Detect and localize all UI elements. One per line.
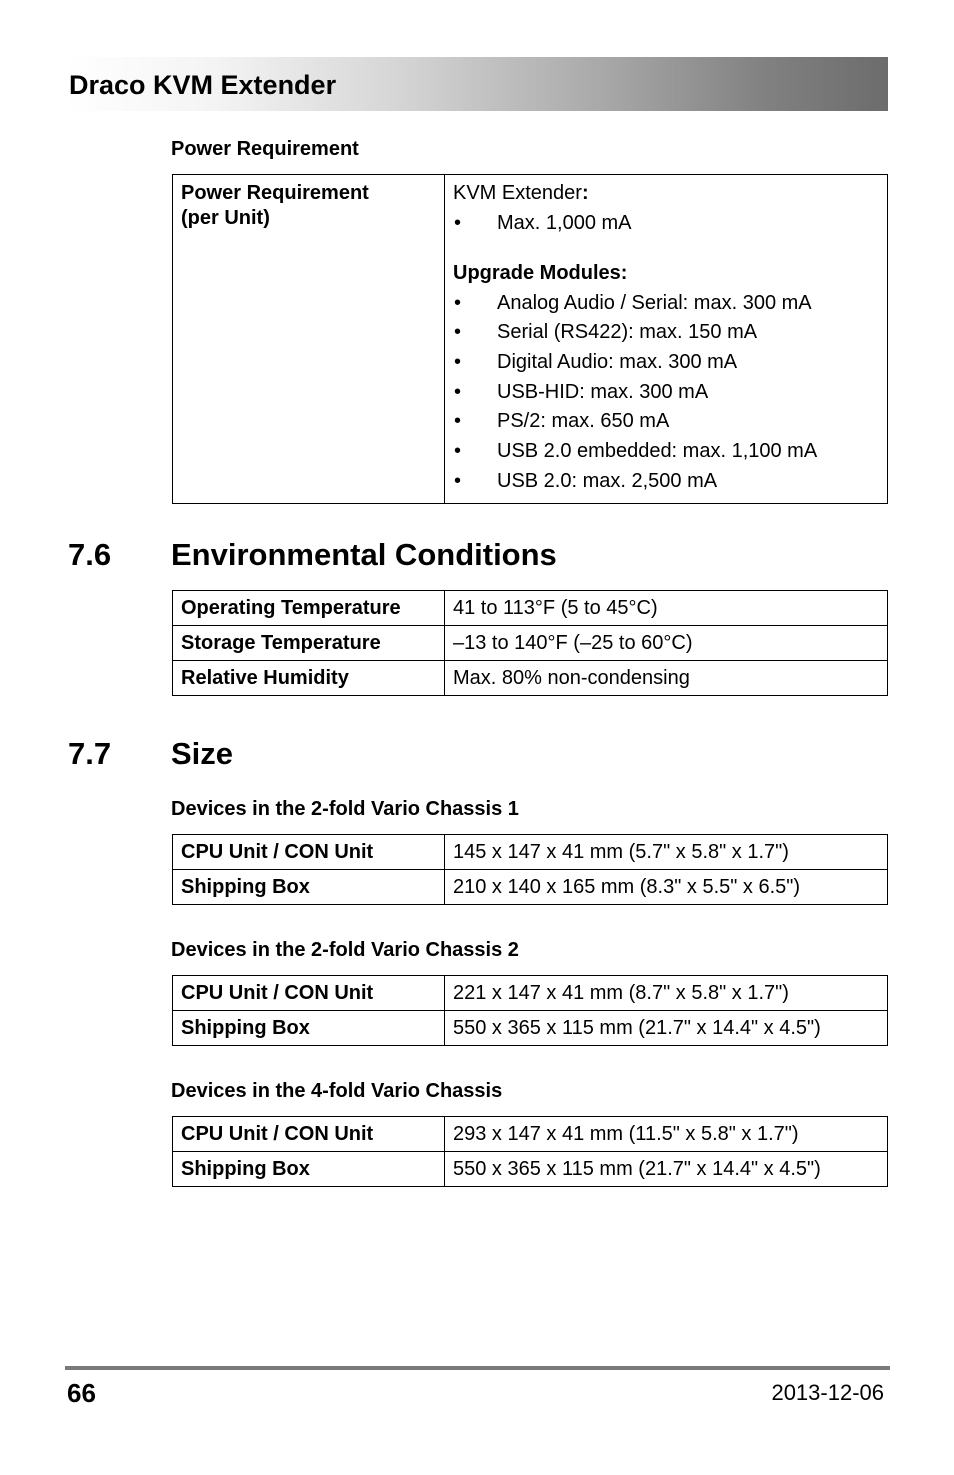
list-item: • USB 2.0: max. 2,500 mA — [453, 468, 879, 498]
row-key: Shipping Box — [173, 1011, 445, 1046]
power-key-line1: Power Requirement — [181, 182, 369, 204]
row-value: 293 x 147 x 41 mm (11.5" x 5.8" x 1.7") — [445, 1117, 888, 1152]
header-bar — [65, 57, 888, 111]
list-item: • USB-HID: max. 300 mA — [453, 379, 879, 409]
bullet-icon: • — [454, 321, 462, 344]
row-value: 550 x 365 x 115 mm (21.7" x 14.4" x 4.5") — [445, 1152, 888, 1187]
row-key: Shipping Box — [173, 1152, 445, 1187]
power-value-cell — [445, 175, 888, 504]
table-row — [173, 835, 888, 870]
size-group-subhead: Devices in the 4-fold Vario Chassis — [171, 1080, 503, 1102]
size-group-subhead: Devices in the 2-fold Vario Chassis 2 — [171, 939, 519, 961]
row-key: CPU Unit / CON Unit — [173, 1117, 445, 1152]
document-title: Draco KVM Extender — [69, 70, 337, 100]
row-value: Max. 80% non-condensing — [445, 661, 888, 696]
size-table — [172, 975, 888, 1046]
footer-divider — [65, 1366, 890, 1370]
row-key: Operating Temperature — [173, 591, 445, 626]
row-value: 210 x 140 x 165 mm (8.3" x 5.5" x 6.5") — [445, 870, 888, 905]
section-title: Environmental Conditions — [171, 537, 557, 572]
list-item: • USB 2.0 embedded: max. 1,100 mA — [453, 438, 879, 468]
row-key: Storage Temperature — [173, 626, 445, 661]
table-row — [173, 626, 888, 661]
row-value: 550 x 365 x 115 mm (21.7" x 14.4" x 4.5") — [445, 1011, 888, 1046]
table-row — [173, 175, 888, 504]
bullet-icon: • — [454, 410, 462, 433]
bullet-icon: • — [454, 291, 462, 314]
table-row — [173, 870, 888, 905]
row-key: Shipping Box — [173, 870, 445, 905]
power-subhead: Power Requirement — [171, 138, 359, 160]
list-item: • Analog Audio / Serial: max. 300 mA — [453, 290, 879, 320]
list-item: • Serial (RS422): max. 150 mA — [453, 319, 879, 349]
bullet-icon: • — [454, 212, 462, 234]
list-item: • PS/2: max. 650 mA — [453, 408, 879, 438]
bullet-icon: • — [454, 380, 462, 403]
power-key-cell — [173, 175, 445, 504]
size-table — [172, 1116, 888, 1187]
size-table — [172, 834, 888, 905]
power-table — [172, 174, 888, 504]
power-key-line2: (per Unit) — [181, 207, 270, 229]
row-value: –13 to 140°F (–25 to 60°C) — [445, 626, 888, 661]
kvm-extender-label: KVM Extender: — [453, 182, 589, 204]
bullet-icon: • — [454, 351, 462, 374]
table-row — [173, 1117, 888, 1152]
bullet-icon: • — [454, 440, 462, 463]
list-item: • Digital Audio: max. 300 mA — [453, 349, 879, 379]
section-number: 7.7 — [68, 736, 112, 771]
row-key: Relative Humidity — [173, 661, 445, 696]
section-number: 7.6 — [68, 537, 112, 572]
upgrade-modules-label: Upgrade Modules: — [453, 261, 628, 284]
section-title: Size — [171, 736, 234, 771]
section-heading-size — [68, 736, 233, 772]
table-row — [173, 976, 888, 1011]
row-value: 41 to 113°F (5 to 45°C) — [445, 591, 888, 626]
environment-table — [172, 590, 888, 696]
size-group-subhead: Devices in the 2-fold Vario Chassis 1 — [171, 798, 519, 820]
list-item: • Max. 1,000 mA — [453, 210, 879, 240]
row-value: 145 x 147 x 41 mm (5.7" x 5.8" x 1.7") — [445, 835, 888, 870]
footer-date: 2013-12-06 — [771, 1380, 884, 1405]
table-row — [173, 1011, 888, 1046]
table-row — [173, 661, 888, 696]
row-value: 221 x 147 x 41 mm (8.7" x 5.8" x 1.7") — [445, 976, 888, 1011]
table-row — [173, 1152, 888, 1187]
table-row — [173, 591, 888, 626]
row-key: CPU Unit / CON Unit — [173, 976, 445, 1011]
row-key: CPU Unit / CON Unit — [173, 835, 445, 870]
page-number: 66 — [67, 1378, 96, 1408]
bullet-icon: • — [454, 469, 462, 492]
section-heading-environmental — [68, 537, 557, 573]
